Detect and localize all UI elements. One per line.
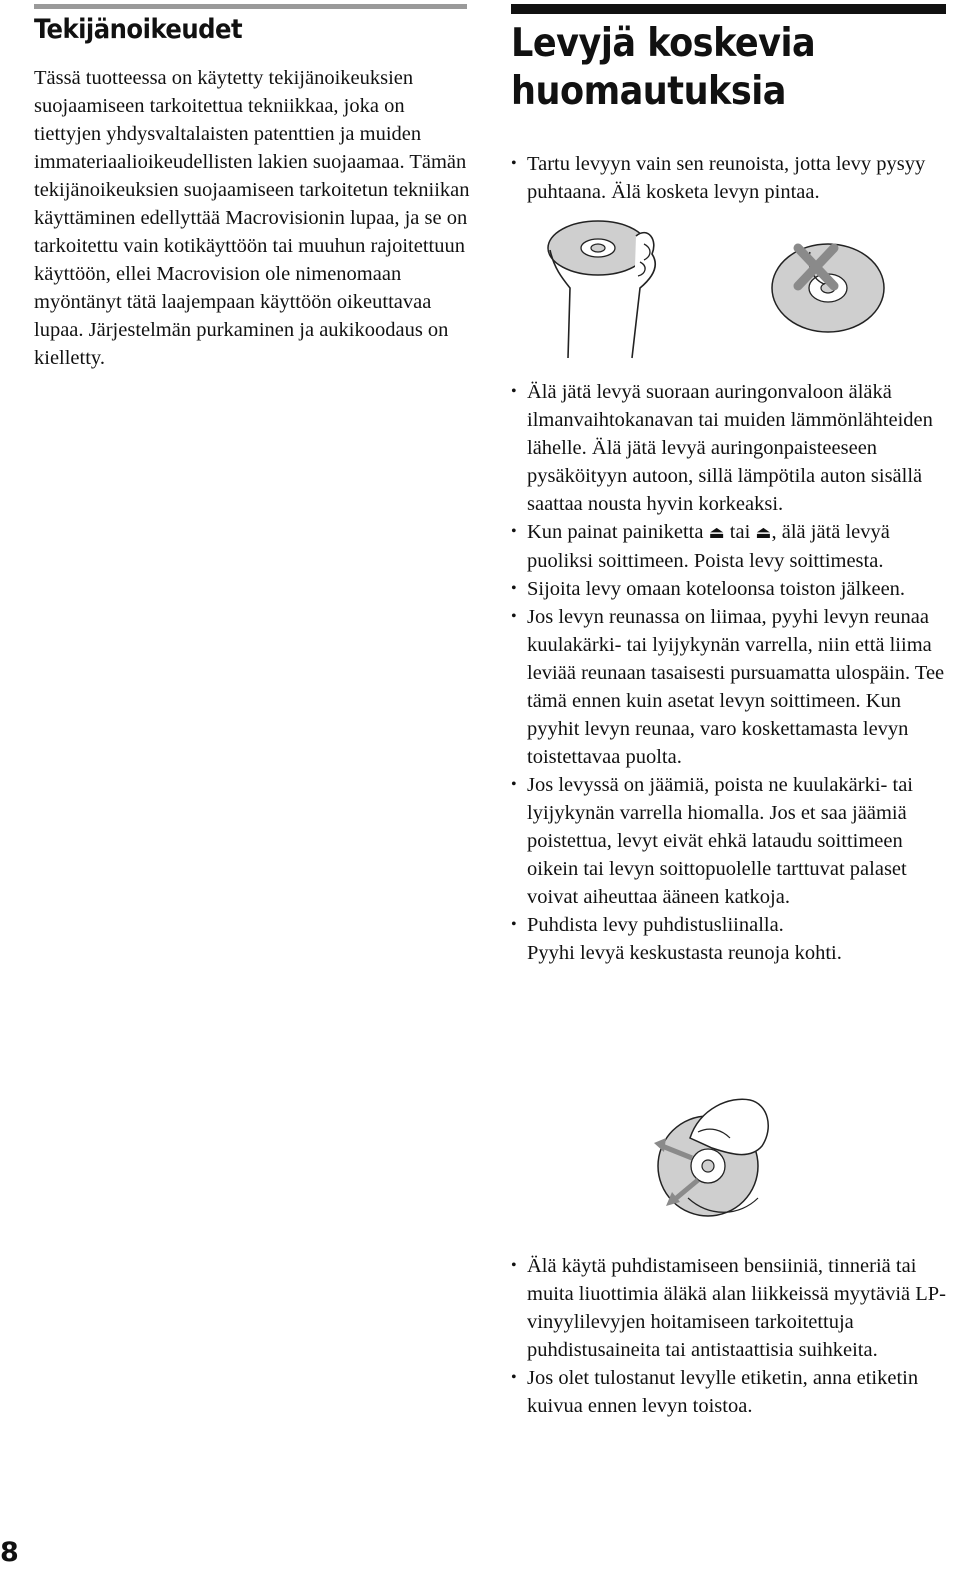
cleaning-warnings-list <box>511 1252 951 1420</box>
left-heading-rule <box>34 4 467 9</box>
list-item-eject: • Kun painat painiketta ⏏ tai ⏏, älä jätä levyä puoliksi soittimeen. Poista levy soittimesta. <box>511 518 951 575</box>
list-item: • Älä käytä puhdistamiseen bensiiniä, tinneriä tai muita liuottimia äläkä alan liikkeissä myytäviä LP-vinyylilevyjen hoitamiseen tarkoitettuja puhdistusaineita tai antistaattisia suihkeita. <box>511 1252 951 1364</box>
list-item-cleaning: • Puhdista levy puhdistusliinalla. Pyyhi levyä keskustasta reunoja kohti. <box>511 911 951 967</box>
page-number: 8 <box>0 1537 19 1568</box>
list-item: • Jos levyn reunassa on liimaa, pyyhi levyn reunaa kuulakärki- tai lyijykynän varrella, niin että liima leviää reunaan tasaisesti pursuamatta ulospäin. Tee tämä ennen kuin asetat levyn soittimeen. Kun pyyhit levyn reunaa, varo koskettamasta levyn toistettavaa puolta. <box>511 603 951 771</box>
disc-cleaning-illustration <box>650 1088 780 1233</box>
copyright-paragraph: Tässä tuotteessa on käytetty tekijänoikeuksien suojaamiseen tarkoitettua tekniikkaa, joka on tiettyjen yhdysvaltalaisten patenttien ja muiden immateriaalioikeudellisten lakien suojaamaa. Tämän tekijänoikeuksien suojaamiseen tarkoitetun tekniikan käyttäminen edellyttää Macrovisionin lupaa, ja se on tarkoitettu vain kotikäyttöön tai muuhun rajoitettuun käyttöön, ellei Macrovision ole nimenomaan myöntänyt tätä laajempaan käyttöön oikeuttavaa lupaa. Järjestelmän purkaminen ja aukikoodaus on kielletty. <box>34 67 470 369</box>
disc-crossed-out-illustration <box>768 236 888 336</box>
list-item: • Sijoita levy omaan koteloonsa toiston jälkeen. <box>511 575 951 603</box>
eject-icon: ⏏ <box>708 523 725 543</box>
open-close-icon: ⏏ <box>755 523 772 543</box>
disc-care-list <box>511 378 951 967</box>
right-heading-rule <box>511 4 946 14</box>
section-title-copyright: Tekijänoikeudet <box>34 14 243 45</box>
section-title-disc-notes: Levyjä koskevia huomautuksia <box>511 21 816 114</box>
list-item: • Älä jätä levyä suoraan auringonvaloon äläkä ilmanvaihtokanavan tai muiden lämmönlähteiden lähelle. Älä jätä levyä auringonpaisteeseen pysäköityyn autoon, sillä lämpötila auton sisällä saattaa nousta hyvin korkeaksi. <box>511 378 951 518</box>
list-item: • Jos olet tulostanut levylle etiketin, anna etiketin kuivua ennen levyn toistoa. <box>511 1364 951 1420</box>
disc-handling-list <box>511 150 951 206</box>
list-item: • Tartu levyyn vain sen reunoista, jotta levy pysyy puhtaana. Älä kosketa levyn pintaa. <box>511 150 951 206</box>
list-item: • Jos levyssä on jäämiä, poista ne kuulakärki- tai lyijykynän varrella hiomalla. Jos et saa jäämiä poistettua, levyt eivät ehkä lataudu soittimeen oikein tai levyn soittopuolelle tarttuvat palaset voivat aiheuttaa ääneen katkoja. <box>511 771 951 911</box>
hand-holding-disc-illustration <box>540 218 675 360</box>
